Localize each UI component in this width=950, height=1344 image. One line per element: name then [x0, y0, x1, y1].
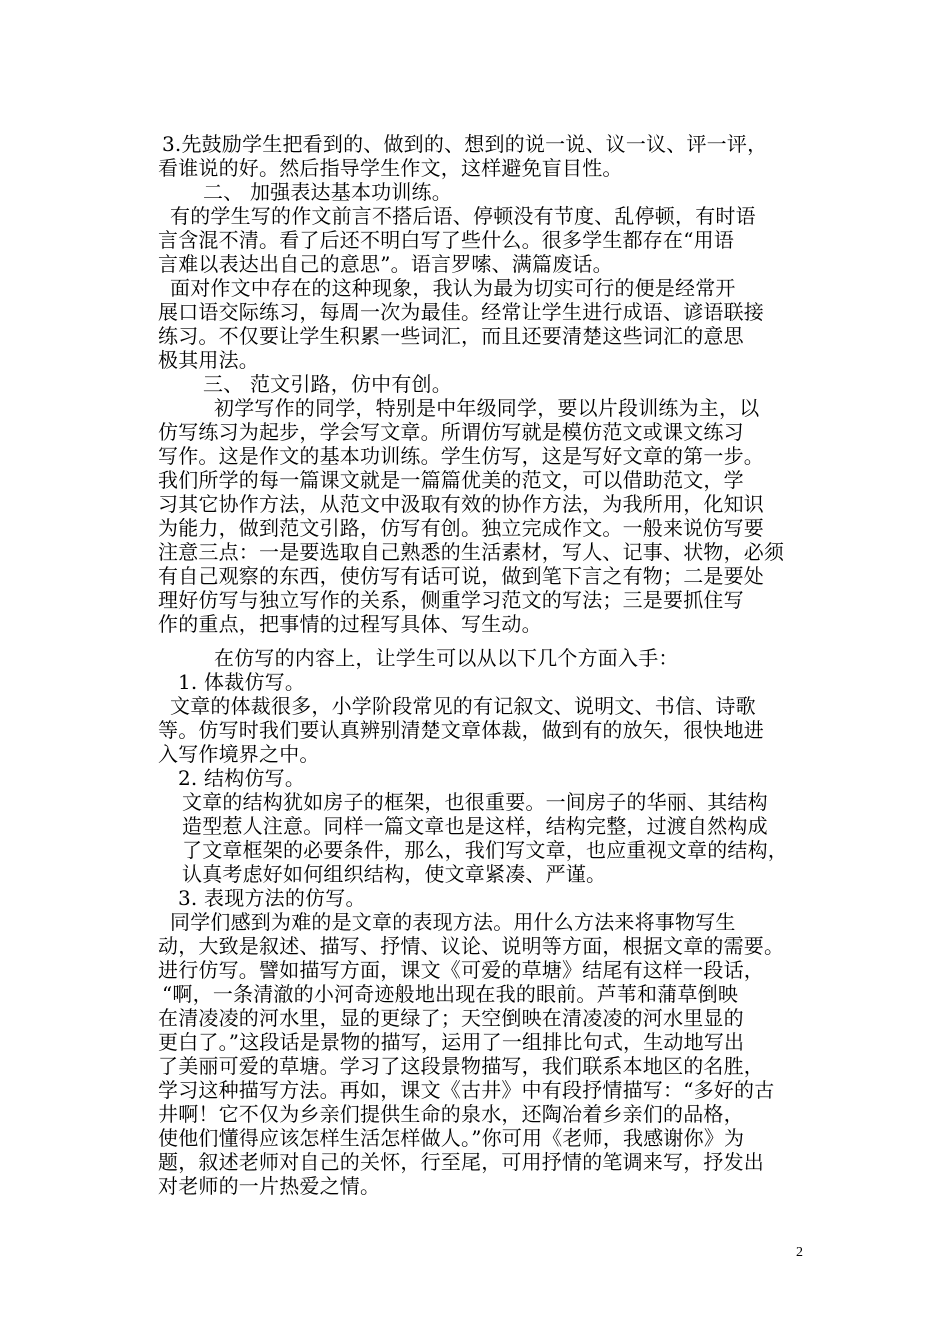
text-line: 有的学生写的作文前言不搭后语、停顿没有节度、乱停顿，有时语	[170, 204, 756, 228]
text-line: 使他们懂得应该怎样生活怎样做人。”你可用《老师，我感谢你》为	[158, 1126, 745, 1150]
text-line: 理好仿写与独立写作的关系，侧重学习范文的写法；三是要抓住写	[158, 588, 744, 612]
text-line: 写作。这是作文的基本功训练。学生仿写，这是写好文章的第一步。	[158, 444, 764, 468]
text-line: 极其用法。	[158, 348, 259, 372]
text-line: 等。仿写时我们要认真辨别清楚文章体裁，做到有的放矢，很快地进	[158, 718, 764, 742]
text-line: 仿写练习为起步，学会写文章。所谓仿写就是模仿范文或课文练习	[158, 420, 744, 444]
text-line: 了美丽可爱的草塘。学习了这段景物描写，我们联系本地区的名胜，	[158, 1054, 764, 1078]
text-line: 入写作境界之中。	[158, 742, 320, 766]
text-line: 更白了。”这段话是景物的描写，运用了一组排比句式，生动地写出	[158, 1030, 745, 1054]
text-line: 作的重点，把事情的过程写具体、写生动。	[158, 612, 542, 636]
text-line: 注意三点：一是要选取自己熟悉的生活素材，写人、记事、状物，必须	[158, 540, 785, 564]
text-line: 看谁说的好。然后指导学生作文，这样避免盲目性。	[158, 156, 623, 180]
text-line: 动，大致是叙述、描写、抒情、议论、说明等方面，根据文章的需要。	[158, 934, 785, 958]
text-line: 练习。不仅要让学生积累一些词汇，而且还要清楚这些词汇的意思	[158, 324, 744, 348]
text-line: 同学们感到为难的是文章的表现方法。用什么方法来将事物写生	[170, 910, 736, 934]
section-heading: 二、 加强表达基本功训练。	[203, 180, 452, 204]
text-line: 初学写作的同学，特别是中年级同学，要以片段训练为主，以	[214, 396, 760, 420]
text-line: 言难以表达出自己的意思”。语言罗嗦、满篇废话。	[158, 252, 613, 276]
page-number: 2	[796, 1245, 803, 1260]
subsection-heading: 3. 表现方法的仿写。	[178, 886, 366, 910]
text-line: 在清凌凌的河水里，显的更绿了；天空倒映在清凌凌的河水里显的	[158, 1006, 744, 1030]
text-line: 面对作文中存在的这种现象，我认为最为切实可行的便是经常开	[170, 276, 736, 300]
text-line: 了文章框架的必要条件，那么，我们写文章，也应重视文章的结构，	[182, 838, 788, 862]
text-line: 题，叙述老师对自己的关怀，行至尾，可用抒情的笔调来写，抒发出	[158, 1150, 764, 1174]
subsection-heading: 2. 结构仿写。	[178, 766, 306, 790]
text-line: 对老师的一片热爱之情。	[158, 1174, 381, 1198]
text-line: 井啊！它不仅为乡亲们提供生命的泉水，还陶冶着乡亲们的品格，	[158, 1102, 744, 1126]
text-line: 进行仿写。譬如描写方面，课文《可爱的草塘》结尾有这样一段话，	[158, 958, 764, 982]
text-line: 有自己观察的东西，使仿写有话可说，做到笔下言之有物；二是要处	[158, 564, 764, 588]
text-line: 展口语交际练习，每周一次为最佳。经常让学生进行成语、谚语联接	[158, 300, 764, 324]
text-line: 我们所学的每一篇课文就是一篇篇优美的范文，可以借助范文，学	[158, 468, 744, 492]
text-line: 文章的体裁很多，小学阶段常见的有记叙文、说明文、书信、诗歌	[170, 694, 756, 718]
section-heading: 三、 范文引路，仿中有创。	[203, 372, 452, 396]
text-line: 文章的结构犹如房子的框架，也很重要。一间房子的华丽、其结构	[182, 790, 768, 814]
text-line: 在仿写的内容上，让学生可以从以下几个方面入手：	[214, 646, 679, 670]
text-line: 言含混不清。看了后还不明白写了些什么。很多学生都存在“用语	[158, 228, 735, 252]
subsection-heading: 1. 体裁仿写。	[178, 670, 306, 694]
text-line: 3.先鼓励学生把看到的、做到的、想到的说一说、议一议、评一评，	[162, 132, 768, 156]
text-line: 认真考虑好如何组织结构，使文章紧凑、严谨。	[182, 862, 607, 886]
text-line: 学习这种描写方法。再如，课文《古井》中有段抒情描写：“多好的古	[158, 1078, 775, 1102]
text-line: 为能力，做到范文引路，仿写有创。独立完成作文。一般来说仿写要	[158, 516, 764, 540]
text-line: 习其它协作方法，从范文中汲取有效的协作方法，为我所用，化知识	[158, 492, 764, 516]
text-line: 造型惹人注意。同样一篇文章也是这样，结构完整，过渡自然构成	[182, 814, 768, 838]
text-line: “啊，一条清澈的小河奇迹般地出现在我的眼前。芦苇和蒲草倒映	[162, 982, 739, 1006]
